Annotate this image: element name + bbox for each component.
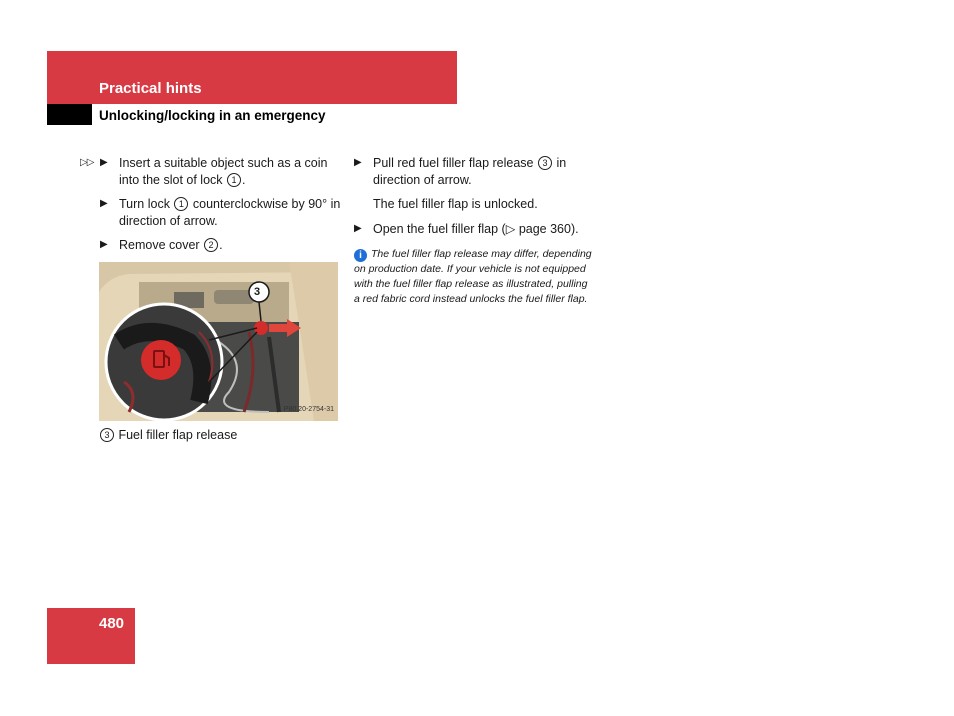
page-reference-icon: ▷ [505,221,516,236]
step-text: Insert a suitable object such as a coin into the slot of lock [119,156,328,187]
step-text-end: counterclockwise by 90° in direction of arrow. [119,197,341,228]
left-column [80,155,342,443]
caption-text: Fuel filler flap release [115,427,238,442]
page-number: 480 [99,615,125,632]
step-text-end: in direction of arrow. [373,156,567,187]
continued-icon: ▷▷ [80,157,94,168]
step-insert-object [80,155,342,188]
step-text-end: page 360). [515,221,579,236]
illustration-graphic [99,262,338,421]
info-note [354,247,594,307]
section-title: Practical hints [99,80,202,97]
step-text: Turn lock [119,197,174,211]
figure-id: P80.20-2754-31 [283,406,334,413]
reference-number: 1 [174,197,188,211]
right-column [354,155,594,307]
reference-number: 3 [538,156,552,170]
step-open-flap [354,221,594,238]
step-text: Pull red fuel filler flap release [373,156,537,170]
result-text: The fuel filler flap is unlocked. [373,197,538,211]
bullet-arrow-icon: ▶ [100,157,108,168]
step-pull-release [354,155,594,188]
step-turn-lock [80,196,342,229]
bullet-arrow-icon: ▶ [100,198,108,209]
step-text: Remove cover [119,238,204,252]
reference-number: 3 [100,428,114,442]
figure-callout-number: 3 [254,285,261,298]
section-tab-marker [47,104,92,125]
page-subtitle: Unlocking/locking in an emergency [99,108,326,123]
reference-number: 1 [227,173,241,187]
note-text: The fuel filler flap release may differ, depending on production date. If your vehicle is not equipped with the fuel filler flap release as illustrated, pulling a red fabric cord instead unlocks the fuel filler flap. [354,248,592,305]
step-text: Open the fuel filler flap ( [373,221,506,236]
step-text-end: . [242,172,246,187]
reference-number: 2 [204,238,218,252]
info-icon: i [354,249,367,262]
figure-caption [80,427,342,444]
bullet-arrow-icon: ▶ [100,239,108,250]
step-text-end: . [219,238,223,252]
step-remove-cover [80,237,342,254]
fuel-flap-release-illustration [99,262,338,421]
bullet-arrow-icon: ▶ [354,222,362,234]
bullet-arrow-icon: ▶ [354,157,362,168]
